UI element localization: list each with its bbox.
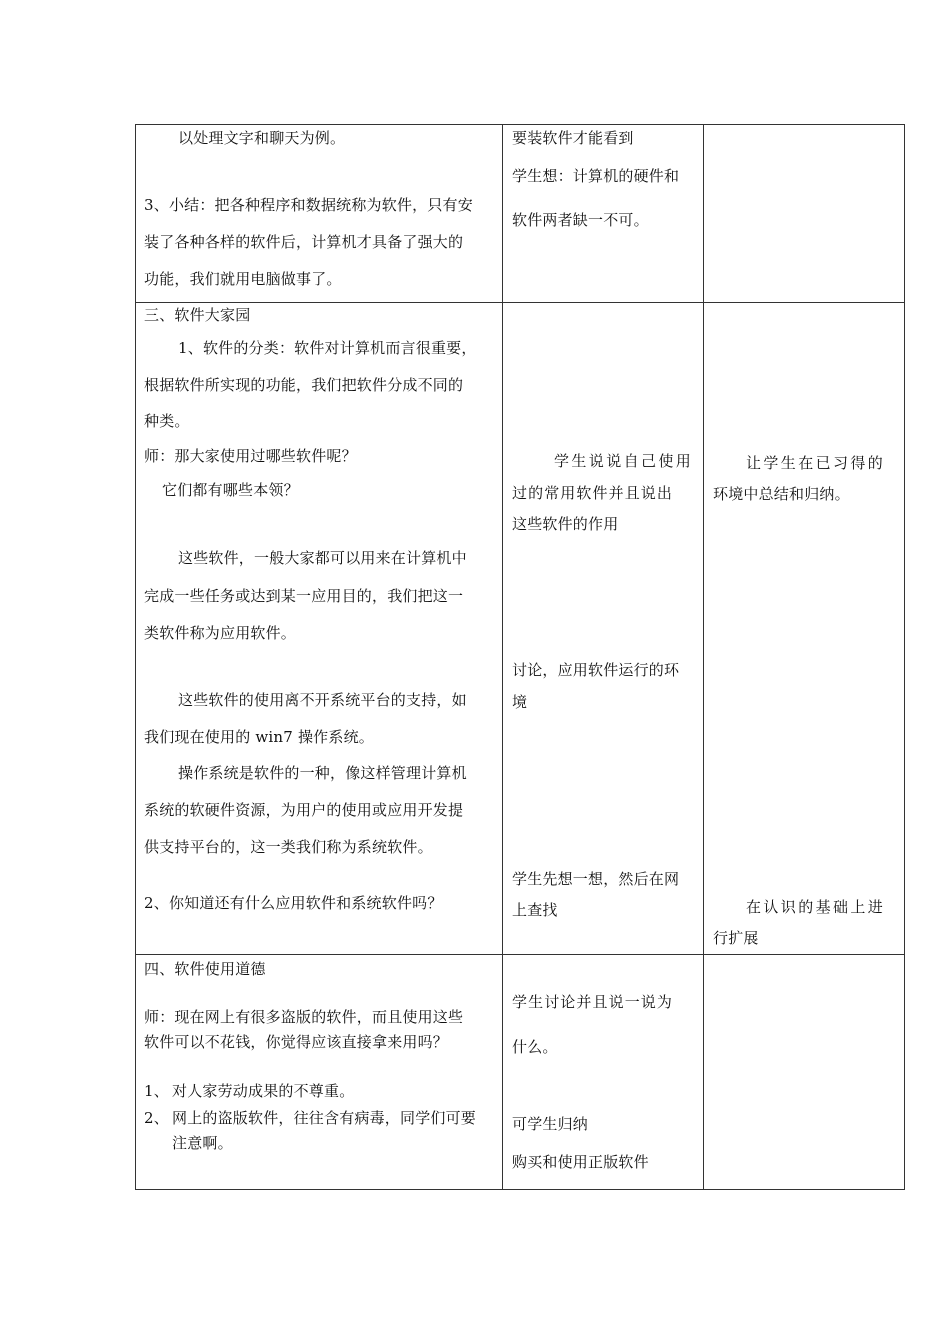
cell-text: 装了各种各样的软件后，计算机才具备了强大的 — [144, 233, 464, 251]
cell-text: 3、小结：把各种程序和数据统称为软件，只有安 — [144, 196, 473, 214]
cell-text: 以处理文字和聊天为例。 — [178, 129, 346, 147]
cell-text: 2、你知道还有什么应用软件和系统软件吗？ — [144, 894, 443, 912]
cell-text: 软件可以不花钱，你觉得应该直接拿来用吗？ — [144, 1033, 449, 1051]
cell-text: 让学生在已习得的 — [746, 454, 886, 472]
cell-text: 我们现在使用的 win7 操作系统。 — [144, 728, 374, 746]
cell-text: 种类。 — [144, 412, 190, 430]
cell-text: 师：现在网上有很多盗版的软件，而且使用这些 — [144, 1008, 464, 1026]
cell-text: 学生想：计算机的硬件和 — [512, 167, 680, 185]
cell-text: 讨论，应用软件运行的环 — [512, 661, 680, 679]
cell-text: 根据软件所实现的功能，我们把软件分成不同的 — [144, 376, 464, 394]
cell-text: 操作系统是软件的一种，像这样管理计算机 — [178, 764, 467, 782]
cell-text: 要装软件才能看到 — [512, 129, 634, 147]
cell-text: 系统的软硬件资源，为用户的使用或应用开发提 — [144, 801, 464, 819]
cell-text: 环境中总结和归纳。 — [713, 485, 850, 503]
cell-text: 这些软件的使用离不开系统平台的支持，如 — [178, 691, 467, 709]
cell-text: 学生先想一想，然后在网 — [512, 870, 680, 888]
row-divider — [136, 302, 904, 303]
list-item: 网上的盗版软件，往往含有病毒，同学们可要 — [172, 1109, 477, 1127]
column-divider — [703, 125, 704, 1189]
section-heading: 三、软件大家园 — [144, 306, 251, 324]
column-divider — [502, 125, 503, 1189]
cell-text: 它们都有哪些本领？ — [162, 481, 299, 499]
list-item: 对人家劳动成果的不尊重。 — [172, 1082, 355, 1100]
cell-text: 上查找 — [512, 901, 558, 919]
cell-text: 这些软件的作用 — [512, 515, 619, 533]
cell-text: 功能，我们就用电脑做事了。 — [144, 270, 342, 288]
cell-text: 师：那大家使用过哪些软件呢？ — [144, 447, 357, 465]
cell-text: 在认识的基础上进 — [746, 898, 886, 916]
cell-text: 什么。 — [512, 1038, 558, 1056]
cell-text: 类软件称为应用软件。 — [144, 624, 297, 642]
cell-text: 境 — [512, 693, 528, 711]
cell-text: 完成一些任务或达到某一应用目的，我们把这一 — [144, 587, 464, 605]
cell-text: 供支持平台的，这一类我们称为系统软件。 — [144, 838, 433, 856]
cell-text: 软件两者缺一不可。 — [512, 211, 649, 229]
row-divider — [136, 954, 904, 955]
list-number: 2、 — [144, 1109, 169, 1127]
cell-text: 学生讨论并且说一说为 — [512, 993, 674, 1011]
section-heading: 四、软件使用道德 — [144, 960, 266, 978]
cell-text: 学生说说自己使用 — [554, 452, 694, 470]
cell-text: 可学生归纳 — [512, 1115, 589, 1133]
cell-text: 行扩展 — [713, 929, 759, 947]
list-item: 注意啊。 — [172, 1134, 233, 1152]
cell-text: 这些软件，一般大家都可以用来在计算机中 — [178, 549, 467, 567]
cell-text: 1、软件的分类：软件对计算机而言很重要， — [178, 339, 477, 357]
list-number: 1、 — [144, 1082, 169, 1100]
cell-text: 过的常用软件并且说出 — [512, 484, 674, 502]
cell-text: 购买和使用正版软件 — [512, 1153, 649, 1171]
